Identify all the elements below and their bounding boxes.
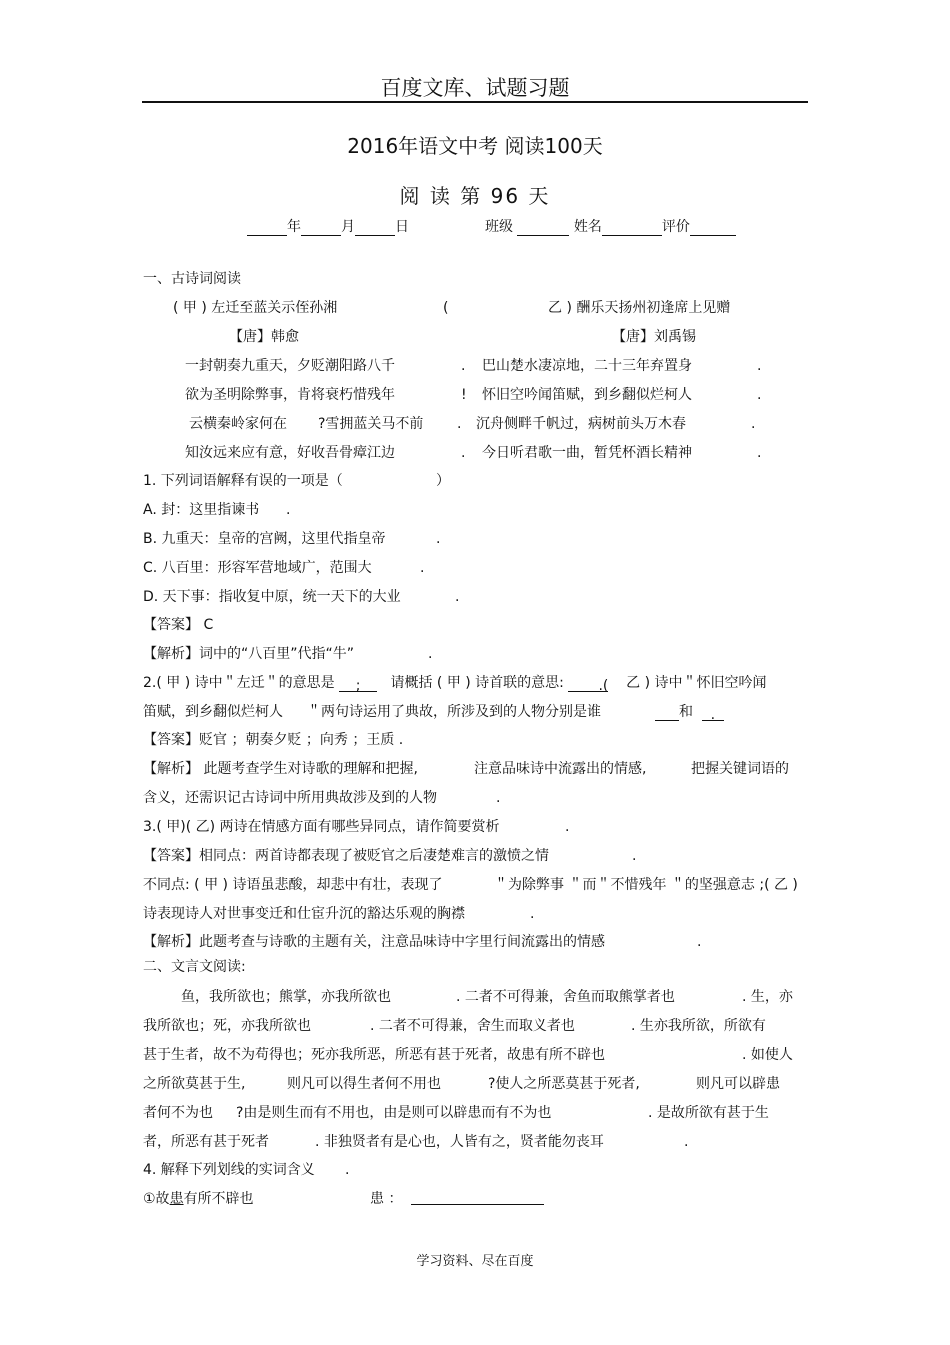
- day-label: 日: [395, 219, 409, 235]
- poem-b-line-3: 沉舟侧畔千帆过，病树前头万木春: [476, 416, 686, 432]
- passage-l3a: 甚于生者，故不为苟得也；死亦我所恶，所恶有甚于死者，故患有所不辟也: [143, 1047, 605, 1063]
- page-footer: 学习资料、尽在百度: [416, 1254, 534, 1269]
- poem-b-line-2: 怀旧空吟闻笛赋，到乡翻似烂柯人: [482, 387, 692, 403]
- poem-b-title: 乙 ) 酬乐天扬州初逢席上见赠: [548, 300, 731, 316]
- q2-line2-blanks: [655, 703, 724, 721]
- section1-heading: 一、古诗词阅读: [143, 271, 241, 287]
- grade-blank[interactable]: [690, 221, 736, 236]
- q4-item-word: 患: [169, 1191, 184, 1207]
- q2-answer: 【答案】贬官 ；朝奏夕贬 ；向秀 ；王质 .: [143, 732, 404, 748]
- passage-l6b: . 非独贤者有是心也，人皆有之，贤者能勿丧耳: [315, 1134, 604, 1150]
- q2-analysis-1c: 把握关键词语的: [691, 761, 789, 777]
- q1-stem-end: ）: [436, 473, 450, 489]
- poem-a-line-2: 欲为圣明除弊事，肯将衰朽惜残年: [185, 387, 395, 403]
- q2-blank-4[interactable]: [702, 706, 724, 721]
- q3-analysis-punct: .: [697, 934, 702, 950]
- q4-item-pre: ①故: [143, 1191, 170, 1207]
- q2-analysis-2: 含义，还需识记古诗词中所用典故涉及到的人物: [143, 790, 437, 806]
- q4-stem-punct: .: [345, 1162, 350, 1178]
- poem-b-punct-3: .: [751, 416, 756, 432]
- q1-option-d: D. 天下事：指收复中原，统一天下的大业: [143, 589, 401, 605]
- poem-a-punct-1: .: [461, 358, 466, 374]
- q3-stem-punct: .: [565, 819, 570, 835]
- q2-analysis-2-punct: .: [496, 790, 501, 806]
- passage-l2c: . 生亦我所欲，所欲有: [631, 1018, 766, 1034]
- document-title: 2016年语文中考 阅读100天: [347, 134, 603, 158]
- form-right: [485, 218, 736, 236]
- q3-diff-a: 不同点: ( 甲 ) 诗语虽悲酸，却悲中有壮，表现了: [143, 877, 443, 893]
- q2-stem-c: 请概括 ( 甲 ) 诗首联的意思:: [390, 675, 564, 691]
- passage-l1c: . 生，亦: [742, 989, 793, 1005]
- class-blank[interactable]: [517, 221, 569, 236]
- section2-heading: 二、文言文阅读:: [143, 959, 246, 975]
- q2-stem-e: 乙 ) 诗中＂怀旧空吟闻: [626, 675, 767, 691]
- passage-l6a: 者，所恶有甚于死者: [143, 1134, 269, 1150]
- q2-line1: [143, 674, 767, 692]
- q3-diff-l2: 诗表现诗人对世事变迁和仕宦升沉的豁达乐观的胸襟: [143, 906, 465, 922]
- passage-l4a: 之所欲莫甚于生,: [143, 1076, 246, 1092]
- q4-stem: 4. 解释下列划线的实词含义: [143, 1162, 315, 1178]
- q4-item-label: 患 ：: [370, 1191, 403, 1207]
- poem-b-punct-4: .: [757, 445, 762, 461]
- form-line: [247, 218, 409, 236]
- q2-line2-b: ＂两句诗运用了典故，所涉及到的人物分别是谁: [307, 704, 601, 720]
- q4-item-1: [143, 1190, 254, 1208]
- passage-l5b: ?由是则生而有不用也，由是则可以辟患而有不为也: [236, 1105, 552, 1121]
- poem-a-author: 【唐】韩愈: [229, 329, 299, 345]
- q2-blank-4-punct: .: [710, 707, 716, 723]
- poem-b-line-1: 巴山楚水凄凉地，二十三年弃置身: [482, 358, 692, 374]
- q2-blank-2-sep: .(: [598, 678, 609, 694]
- passage-l4b: 则凡可以得生者何不用也: [287, 1076, 441, 1092]
- q2-analysis-1b: 注意品味诗中流露出的情感,: [474, 761, 647, 777]
- q3-answer: 【答案】相同点：两首诗都表现了被贬官之后凄楚难言的激愤之情: [143, 848, 549, 864]
- q1-option-d-punct: .: [455, 589, 460, 605]
- passage-l2a: 我所欲也；死，亦我所欲也: [143, 1018, 311, 1034]
- grade-label: 评价: [661, 219, 690, 235]
- poem-b-punct-1: .: [757, 358, 762, 374]
- name-label: 姓名: [573, 219, 602, 235]
- q2-stem-a: 2.( 甲 ) 诗中＂左迁＂的意思是: [143, 675, 335, 691]
- month-label: 月: [341, 219, 355, 235]
- year-blank[interactable]: [247, 221, 287, 236]
- q2-blank-1-sep: ;: [355, 678, 361, 694]
- q2-blank-2[interactable]: [568, 677, 608, 692]
- q3-diff-l2-punct: .: [530, 906, 535, 922]
- q4-item-post: 有所不辟也: [183, 1191, 254, 1207]
- passage-l4c: ?使人之所恶莫甚于死者,: [488, 1076, 640, 1092]
- poem-a-punct-2: !: [461, 387, 467, 403]
- q1-analysis-punct: .: [428, 646, 433, 662]
- poem-b-author: 【唐】刘禹锡: [612, 329, 696, 345]
- q2-blank-1[interactable]: [339, 677, 377, 692]
- poem-a-title: ( 甲 ) 左迁至蓝关示侄孙湘: [173, 300, 338, 316]
- name-blank[interactable]: [602, 221, 662, 236]
- q3-analysis: 【解析】此题考查与诗歌的主题有关，注意品味诗中字里行间流露出的情感: [143, 934, 605, 950]
- passage-l6c: .: [684, 1134, 689, 1150]
- document-subtitle: 阅 读 第 96 天: [399, 184, 551, 208]
- passage-l2b: . 二者不可得兼，舍生而取义者也: [370, 1018, 575, 1034]
- poem-b-paren: (: [443, 300, 449, 316]
- poem-b-line-4: 今日听君歌一曲，暂凭杯酒长精神: [482, 445, 692, 461]
- q1-answer: 【答案】 C: [143, 617, 214, 633]
- passage-l4d: 则凡可以辟患: [696, 1076, 780, 1092]
- day-blank[interactable]: [355, 221, 395, 236]
- q2-and: 和: [679, 704, 693, 720]
- year-label: 年: [287, 219, 301, 235]
- passage-l3b: . 如使人: [742, 1047, 793, 1063]
- header-divider: [142, 101, 808, 103]
- passage-l1a: 鱼，我所欲也；熊掌，亦我所欲也: [181, 989, 391, 1005]
- poem-a-line-1: 一封朝奏九重天，夕贬潮阳路八千: [185, 358, 395, 374]
- q2-analysis-1a: 【解析】 此题考查学生对诗歌的理解和把握,: [143, 761, 418, 777]
- q1-option-b: B. 九重天：皇帝的宫阙，这里代指皇帝: [143, 531, 386, 547]
- q3-answer-punct: .: [632, 848, 637, 864]
- poem-a-punct-3: .: [457, 416, 462, 432]
- poem-a-punct-4: .: [461, 445, 466, 461]
- poem-a-line-3-tail: ?雪拥蓝关马不前: [318, 416, 424, 432]
- class-label: 班级: [485, 219, 513, 235]
- poem-a-line-3: 云横秦岭家何在: [189, 416, 287, 432]
- q1-stem: 1. 下列词语解释有误的一项是（: [143, 473, 343, 489]
- q1-analysis: 【解析】词中的“八百里”代指“牛”: [143, 646, 355, 662]
- poem-a-line-4: 知汝远来应有意，好收吾骨瘴江边: [185, 445, 395, 461]
- q1-option-a: A. 封：这里指谏书: [143, 502, 260, 518]
- poem-b-punct-2: .: [757, 387, 762, 403]
- q3-diff-b: ＂为除弊事 ＂而＂不惜残年 ＂的坚强意志 ;( 乙 ): [494, 877, 798, 893]
- passage-l5a: 者何不为也: [143, 1105, 213, 1121]
- q1-option-a-punct: .: [286, 502, 291, 518]
- page-header-title: 百度文库、试题习题: [380, 76, 570, 100]
- passage-l5c: . 是故所欲有甚于生: [648, 1105, 769, 1121]
- q3-stem: 3.( 甲)( 乙) 两诗在情感方面有哪些异同点，请作简要赏析: [143, 819, 500, 835]
- q1-option-c-punct: .: [420, 560, 425, 576]
- q1-option-b-punct: .: [436, 531, 441, 547]
- q2-blank-3[interactable]: [655, 706, 679, 721]
- q2-line2-a: 笛赋，到乡翻似烂柯人: [143, 704, 283, 720]
- q4-answer-blank[interactable]: [411, 1204, 544, 1205]
- passage-l1b: . 二者不可得兼，舍鱼而取熊掌者也: [456, 989, 675, 1005]
- month-blank[interactable]: [301, 221, 341, 236]
- q1-option-c: C. 八百里：形容军营地域广，范围大: [143, 560, 372, 576]
